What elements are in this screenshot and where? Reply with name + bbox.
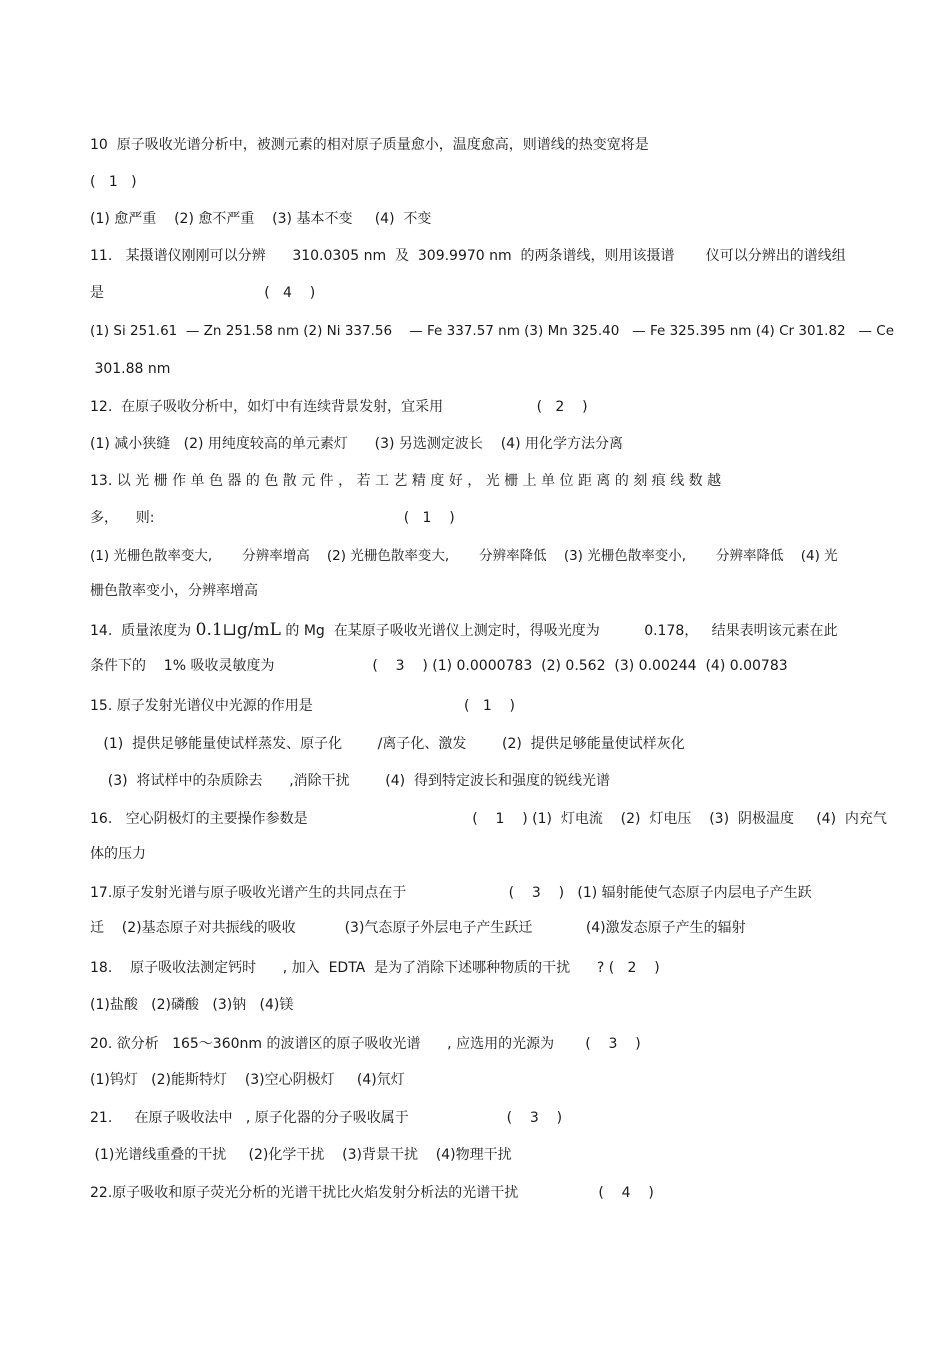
q18-options: (1)盐酸 (2)磷酸 (3)钠 (4)镁	[90, 997, 294, 1013]
q14-stem-cont: 条件下的 1% 吸收灵敏度为 ( 3 ) (1) 0.0000783 (2) 0.562 (3) 0.00244 (4) 0.00783	[90, 658, 788, 674]
q12-options: (1) 减小狭缝 (2) 用纯度较高的单元素灯 (3) 另选测定波长 (4) 用化学方法分离	[90, 436, 623, 452]
q20-stem: 20. 欲分析 165～360nm 的波谱区的原子吸收光谱 , 应选用的光源为 ( 3 )	[90, 1036, 641, 1052]
q15-options: (1) 提供足够能量使试样蒸发、原子化 /离子化、激发 (2) 提供足够能量使试样灰化	[90, 736, 685, 752]
q18-stem: 18. 原子吸收法测定钙时 , 加入 EDTA 是为了消除下述哪种物质的干扰 ? ( 2 )	[90, 960, 660, 976]
q10-stem: 10 原子吸收光谱分析中，被测元素的相对原子质量愈小，温度愈高，则谱线的热变宽将是	[90, 137, 649, 153]
q10-answer: ( 1 )	[90, 174, 137, 190]
q10-options: (1) 愈严重 (2) 愈不严重 (3) 基本不变 (4) 不变	[90, 211, 432, 227]
q14-stem-post: 的 Mg 在某原子吸收光谱仪上测定时，得吸光度为 0.178， 结果表明该元素在此	[280, 623, 838, 639]
q16-stem: 16. 空心阴极灯的主要操作参数是 ( 1 ) (1) 灯电流 (2) 灯电压 (3) 阴极温度 (4) 内充气	[90, 811, 887, 827]
q12-stem: 12. 在原子吸收分析中，如灯中有连续背景发射，宜采用 ( 2 )	[90, 399, 588, 415]
q17-options: 迁 (2)基态原子对共振线的吸收 (3)气态原子外层电子产生跃迁 (4)激发态原子产生的辐射	[90, 920, 746, 936]
q11-stem: 11. 某摄谱仪刚刚可以分辨 310.0305 nm 及 309.9970 nm 的两条谱线，则用该摄谱 仪可以分辨出的谱线组	[90, 248, 846, 264]
q17-stem: 17.原子发射光谱与原子吸收光谱产生的共同点在于 ( 3 ) (1) 辐射能使气态原子内层电子产生跃	[90, 885, 812, 901]
q21-options: (1)光谱线重叠的干扰 (2)化学干扰 (3)背景干扰 (4)物理干扰	[90, 1147, 512, 1163]
q21-stem: 21. 在原子吸收法中 , 原子化器的分子吸收属于 ( 3 )	[90, 1110, 563, 1126]
q13-options: (1) 光栅色散率变大, 分辨率增高 (2) 光栅色散率变大, 分辨率降低 (3) 光栅色散率变小, 分辨率降低 (4) 光	[90, 548, 838, 564]
q11-stem-cont: 是 ( 4 )	[90, 285, 316, 301]
q11-options: (1) Si 251.61 — Zn 251.58 nm (2) Ni 337.56 — Fe 337.57 nm (3) Mn 325.40 — Fe 325.395 nm (4) Cr 301.82 — Ce	[90, 323, 895, 339]
q20-options: (1)钨灯 (2)能斯特灯 (3)空心阴极灯 (4)氘灯	[90, 1072, 405, 1088]
q16-stem-cont: 体的压力	[90, 846, 146, 862]
q11-options-cont: 301.88 nm	[90, 361, 171, 377]
q22-stem: 22.原子吸收和原子荧光分析的光谱干扰比火焰发射分析法的光谱干扰 ( 4 )	[90, 1185, 654, 1201]
q14-stem-pre: 14. 质量浓度为	[90, 623, 196, 639]
q15-options-cont: (3) 将试样中的杂质除去 ,消除干扰 (4) 得到特定波长和强度的锐线光谱	[90, 773, 611, 789]
q14-stem	[90, 621, 838, 639]
q13-options-cont: 栅色散率变小，分辨率增高	[90, 583, 258, 599]
q13-stem-cont: 多， 则: ( 1 )	[90, 510, 455, 526]
q13-stem: 13. 以 光 栅 作 单 色 器 的 色 散 元 件 ， 若 工 艺 精 度 好 ， 光 栅 上 单 位 距 离 的 刻 痕 线 数 越	[90, 473, 722, 489]
q14-formula: 0.1⊔g/mL	[195, 620, 281, 640]
q15-stem: 15. 原子发射光谱仪中光源的作用是 ( 1 )	[90, 698, 516, 714]
